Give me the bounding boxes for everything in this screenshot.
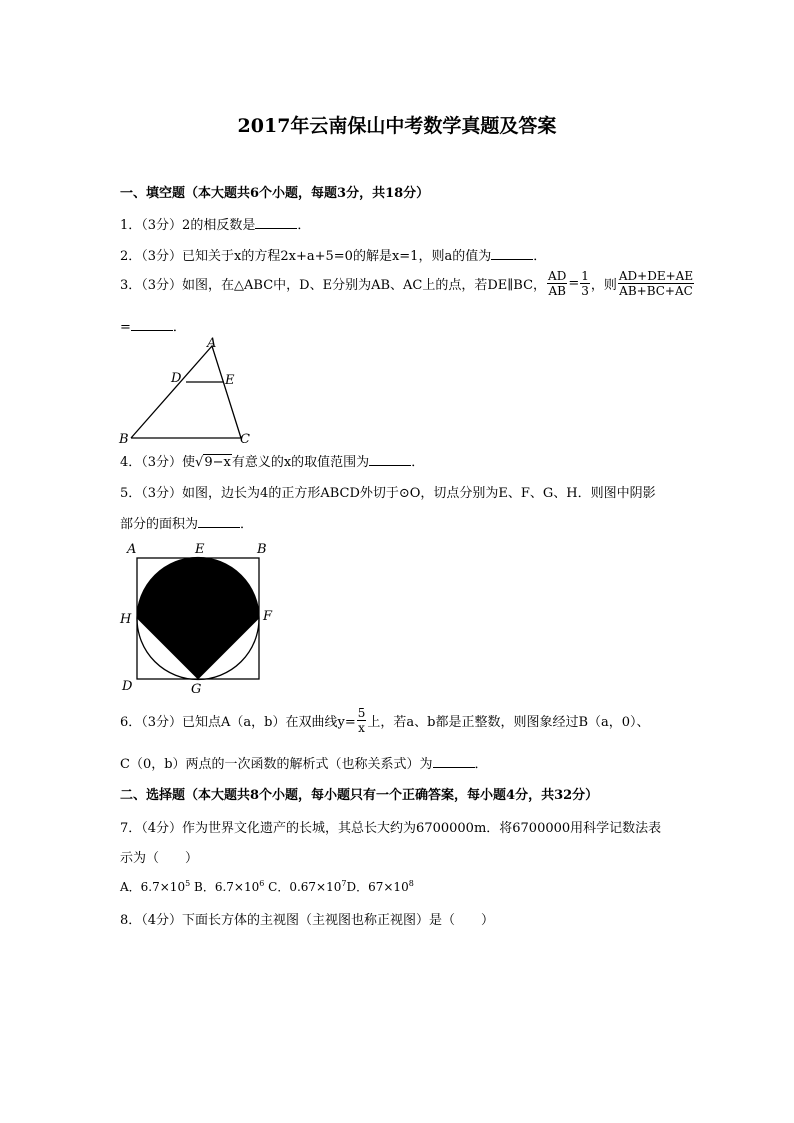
question-5-line-1: 5．（3分）如图，边长为4的正方形ABCD外切于⊙O，切点分别为E、F、G、H．则图中阴影 (120, 486, 656, 501)
label-A: A (207, 336, 217, 351)
fraction-5-over-x (357, 706, 367, 735)
label-E: E (195, 542, 205, 557)
question-2-end: ． (533, 249, 547, 264)
question-4 (120, 451, 424, 470)
question-1 (120, 214, 310, 233)
option-a (120, 880, 190, 894)
label-F: F (263, 609, 273, 624)
square-circle-figure (115, 538, 280, 698)
question-6 (120, 706, 650, 735)
answer-blank (198, 516, 240, 528)
question-1-end: ． (297, 218, 311, 233)
question-5-line-2 (120, 513, 253, 532)
question-8: 8．（4分）下面长方体的主视图（主视图也称正视图）是（ ） (120, 913, 495, 928)
option-a-base: A．6.7×10 (120, 880, 186, 894)
option-a-exponent: 5 (185, 879, 191, 888)
option-c (268, 880, 346, 894)
label-G: G (191, 682, 202, 697)
question-6-line-2 (120, 753, 488, 772)
answer-blank (433, 756, 475, 768)
fraction-numerator: AD+DE+AE (618, 269, 694, 283)
question-2-text: 2．（3分）已知关于x的方程2x+a+5=0的解是x=1，则a的值为 (120, 249, 492, 264)
square-root (195, 455, 232, 470)
equals-sign: = (568, 276, 580, 291)
question-4-text: 4．（3分）使 (120, 455, 196, 470)
question-3 (120, 269, 695, 298)
fraction-denominator: 3 (581, 284, 589, 298)
fraction-numerator: 5 (357, 706, 366, 720)
question-4-mid: 有意义的x的取值范围为 (231, 455, 370, 470)
option-d-base: D．67×10 (346, 880, 409, 894)
question-3-text: 3．（3分）如图，在△ABC中，D、E分别为AB、AC上的点，若DE∥BC， (120, 278, 547, 293)
question-7-line-2: 示为（ ） (120, 851, 199, 866)
option-d-exponent: 8 (408, 879, 414, 888)
option-b (194, 880, 264, 894)
fraction-ad-ab (547, 269, 567, 298)
section-1-header: 一、填空题（本大题共6个小题，每题3分，共18分） (120, 186, 430, 201)
question-3-end: ． (172, 320, 186, 335)
triangle-figure (110, 332, 260, 447)
question-7-line-1: 7．（4分）作为世界文化遗产的长城，其总长大约为6700000m．将6700000用科学记数法表 (120, 821, 662, 836)
fraction-one-third (580, 269, 590, 298)
answer-blank (491, 248, 533, 260)
label-H: H (120, 612, 132, 627)
fraction-denominator: AB+BC+AC (619, 284, 693, 298)
label-D: D (171, 371, 182, 386)
question-6-mid: 上，若a、b都是正整数，则图象经过B（a，0）、 (367, 715, 650, 730)
question-6-text: 6．（3分）已知点A（a，b）在双曲线y= (120, 715, 356, 730)
question-5-end: ． (240, 517, 254, 532)
label-E: E (225, 373, 235, 388)
fraction-denominator: x (358, 721, 365, 735)
answer-blank (255, 217, 297, 229)
fraction-numerator: AD (548, 269, 567, 283)
question-4-end: ． (411, 455, 425, 470)
section-2-header: 二、选择题（本大题共8个小题，每小题只有一个正确答案，每小题4分，共32分） (120, 788, 599, 803)
radical-sign: √ (195, 455, 204, 470)
radicand: 9−x (204, 455, 231, 470)
question-5-text: 部分的面积为 (120, 517, 199, 532)
answer-blank (131, 319, 173, 331)
label-B: B (119, 432, 129, 447)
label-C: C (240, 432, 250, 447)
option-b-base: B．6.7×10 (194, 880, 260, 894)
equals-sign: = (120, 320, 131, 335)
question-3-mid: ，则 (590, 278, 617, 293)
fraction-denominator: AB (548, 284, 566, 298)
page-title: 2017年云南保山中考数学真题及答案 (237, 115, 557, 137)
question-7-options (120, 878, 414, 895)
option-c-base: C．0.67×10 (268, 880, 342, 894)
question-1-text: 1．（3分）2的相反数是 (120, 218, 256, 233)
question-6-text: C（0，b）两点的一次函数的解析式（也称关系式）为 (120, 757, 433, 772)
option-c-exponent: 7 (341, 879, 347, 888)
label-D: D (122, 679, 133, 694)
fraction-numerator: 1 (581, 269, 589, 283)
option-d (346, 880, 413, 894)
question-6-end: ． (474, 757, 488, 772)
label-A: A (127, 542, 137, 557)
answer-blank (369, 454, 411, 466)
fraction-perimeter-ratio (618, 269, 694, 298)
question-2 (120, 245, 546, 264)
label-B: B (257, 542, 267, 557)
option-b-exponent: 6 (259, 879, 265, 888)
